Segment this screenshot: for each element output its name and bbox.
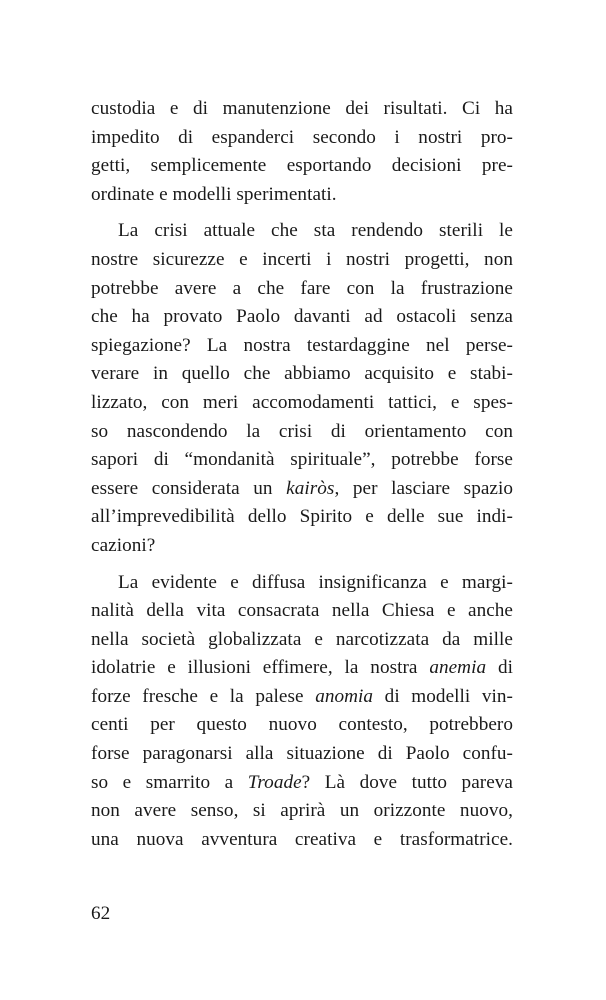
- italic-term-troade: Troade: [247, 771, 302, 793]
- text-line: [91, 654, 513, 683]
- text-segment: di modelli vin-: [373, 685, 513, 707]
- text-line: una nuova avventura creativa e trasformatrice.: [91, 828, 513, 850]
- text-line: La evidente e diffusa insignificanza e margi-: [118, 571, 513, 593]
- italic-term-kairos: kairòs: [286, 477, 335, 499]
- paragraph-2: [91, 217, 513, 560]
- text-segment: ? Là dove tutto pareva: [301, 771, 513, 793]
- italic-term-anomia: anomia: [315, 685, 374, 707]
- text-line: forse paragonarsi alla situazione di Paolo confu-: [91, 743, 513, 765]
- text-line: all’imprevedibilità dello Spirito e delle sue indi-: [91, 506, 513, 528]
- text-segment: di: [486, 657, 513, 679]
- text-line: centi per questo nuovo contesto, potrebbero: [91, 714, 513, 736]
- text-segment: forze fresche e la palese: [91, 685, 316, 707]
- text-segment: idolatrie e illusioni effimere, la nostra: [91, 657, 430, 679]
- page-number: 62: [91, 903, 111, 924]
- text-line: impedito di espanderci secondo i nostri pro-: [91, 126, 513, 148]
- text-line: nalità della vita consacrata nella Chiesa e anche: [91, 600, 513, 622]
- text-line: potrebbe avere a che fare con la frustrazione: [91, 277, 513, 299]
- text-line: [91, 683, 513, 712]
- text-line: verare in quello che abbiamo acquisito e stabi-: [91, 363, 513, 385]
- paragraph-1: [91, 95, 513, 209]
- text-line: cazioni?: [91, 534, 156, 556]
- text-line: spiegazione? La nostra testardaggine nel perse-: [91, 334, 513, 356]
- text-segment: essere considerata un: [91, 477, 287, 499]
- text-line: getti, semplicemente esportando decisioni pre-: [91, 155, 513, 177]
- text-line: [91, 475, 513, 504]
- text-line: nella società globalizzata e narcotizzata da mille: [91, 628, 513, 650]
- text-line: sapori di “mondanità spirituale”, potrebbe forse: [91, 449, 513, 471]
- text-line: nostre sicurezze e incerti i nostri progetti, non: [91, 248, 513, 270]
- text-segment: , per lasciare spazio: [334, 477, 514, 499]
- text-line: [91, 769, 513, 798]
- text-segment: so e smarrito a: [91, 771, 248, 793]
- text-line: lizzato, con meri accomodamenti tattici, e spes-: [91, 391, 513, 413]
- paragraph-3: [91, 569, 513, 855]
- book-page-body: [91, 95, 513, 854]
- text-line: custodia e di manutenzione dei risultati. Ci ha: [91, 98, 513, 119]
- italic-term-anemia: anemia: [429, 657, 487, 679]
- text-line: non avere senso, si aprirà un orizzonte nuovo,: [91, 800, 513, 822]
- text-line: so nascondendo la crisi di orientamento con: [91, 420, 513, 442]
- text-line: La crisi attuale che sta rendendo sterili le: [118, 220, 513, 242]
- text-line: che ha provato Paolo davanti ad ostacoli senza: [91, 306, 513, 328]
- text-line: ordinate e modelli sperimentati.: [91, 183, 337, 205]
